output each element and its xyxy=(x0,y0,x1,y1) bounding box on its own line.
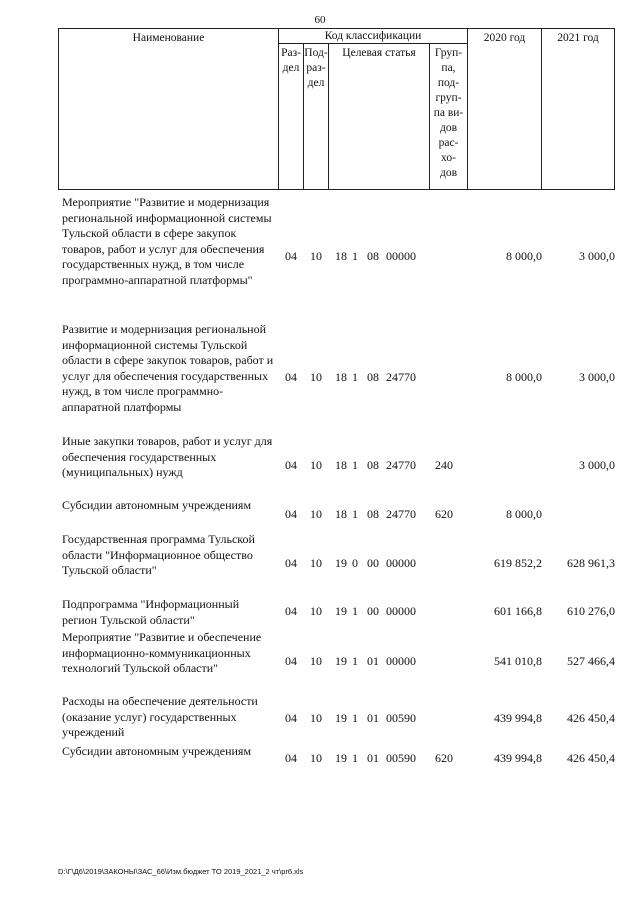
row-target-direction: 00000 xyxy=(386,556,416,570)
row-razdel: 04 xyxy=(285,556,297,570)
row-podrazdel: 10 xyxy=(310,654,322,668)
row-podrazdel: 10 xyxy=(310,249,322,263)
row-amount-2020: 8 000,0 xyxy=(506,507,542,521)
row-amount-2020: 8 000,0 xyxy=(506,249,542,263)
row-name: Мероприятие "Развитие и обеспечение информационно-коммуникационных технологий Тульской области" xyxy=(62,630,262,675)
header-razdel: Раз- дел xyxy=(278,43,304,190)
row-target-program: 18 xyxy=(335,249,347,263)
row-target-direction: 00000 xyxy=(386,604,416,618)
page-number: 60 xyxy=(314,14,326,26)
row-razdel: 04 xyxy=(285,507,297,521)
row-target-event: 00 xyxy=(367,556,379,570)
row-razdel: 04 xyxy=(285,249,297,263)
row-podrazdel: 10 xyxy=(310,711,322,725)
row-target-subprogram: 1 xyxy=(352,507,358,521)
row-target-subprogram: 1 xyxy=(352,370,358,384)
row-vid-rashodov: 620 xyxy=(435,751,453,765)
row-amount-2021: 3 000,0 xyxy=(579,249,615,263)
row-podrazdel: 10 xyxy=(310,507,322,521)
row-target-program: 18 xyxy=(335,507,347,521)
row-podrazdel: 10 xyxy=(310,751,322,765)
row-razdel: 04 xyxy=(285,370,297,384)
row-amount-2021: 426 450,4 xyxy=(567,711,615,725)
row-razdel: 04 xyxy=(285,751,297,765)
row-amount-2021: 527 466,4 xyxy=(567,654,615,668)
row-amount-2021: 426 450,4 xyxy=(567,751,615,765)
row-target-direction: 24770 xyxy=(386,370,416,384)
row-amount-2020: 8 000,0 xyxy=(506,370,542,384)
row-amount-2020: 619 852,2 xyxy=(494,556,542,570)
row-target-event: 08 xyxy=(367,249,379,263)
row-target-direction: 00590 xyxy=(386,711,416,725)
row-target-event: 01 xyxy=(367,751,379,765)
row-target-program: 19 xyxy=(335,556,347,570)
row-vid-rashodov: 240 xyxy=(435,458,453,472)
table-header xyxy=(58,28,615,190)
header-vid-rashodov: Груп- па, под- груп- па ви- дов рас- хо- дов xyxy=(429,43,468,190)
header-name: Наименование xyxy=(58,28,279,190)
row-name: Подпрограмма "Информационный регион Тульской области" xyxy=(62,597,240,627)
row-target-program: 19 xyxy=(335,751,347,765)
row-podrazdel: 10 xyxy=(310,604,322,618)
header-podrazdel: Под- раз- дел xyxy=(303,43,329,190)
row-razdel: 04 xyxy=(285,654,297,668)
row-target-event: 08 xyxy=(367,370,379,384)
row-vid-rashodov: 620 xyxy=(435,507,453,521)
row-amount-2020: 541 010,8 xyxy=(494,654,542,668)
row-target-direction: 00590 xyxy=(386,751,416,765)
row-target-direction: 24770 xyxy=(386,458,416,472)
row-name: Государственная программа Тульской области "Информационное общество Тульской области" xyxy=(62,532,255,577)
row-razdel: 04 xyxy=(285,458,297,472)
row-target-subprogram: 1 xyxy=(352,711,358,725)
row-target-subprogram: 1 xyxy=(352,751,358,765)
row-target-event: 01 xyxy=(367,711,379,725)
row-target-event: 08 xyxy=(367,507,379,521)
row-amount-2021: 3 000,0 xyxy=(579,370,615,384)
row-podrazdel: 10 xyxy=(310,370,322,384)
row-target-event: 01 xyxy=(367,654,379,668)
row-amount-2020: 439 994,8 xyxy=(494,751,542,765)
row-target-subprogram: 0 xyxy=(352,556,358,570)
row-target-event: 00 xyxy=(367,604,379,618)
row-target-subprogram: 1 xyxy=(352,654,358,668)
row-razdel: 04 xyxy=(285,711,297,725)
row-name: Расходы на обеспечение деятельности (оказание услуг) государственных учреждений xyxy=(62,694,258,739)
header-year-2021: 2021 год xyxy=(541,28,615,190)
row-amount-2020: 601 166,8 xyxy=(494,604,542,618)
row-target-event: 08 xyxy=(367,458,379,472)
row-amount-2021: 628 961,3 xyxy=(567,556,615,570)
header-tselevaya: Целевая статья xyxy=(328,43,430,190)
row-podrazdel: 10 xyxy=(310,556,322,570)
row-target-direction: 00000 xyxy=(386,249,416,263)
row-name: Развитие и модернизация региональной информационной системы Тульской области в сфере закупок товаров, работ и услуг для обеспечения государственных нужд, в том числе программно-аппаратной платформы xyxy=(62,322,274,414)
row-target-direction: 00000 xyxy=(386,654,416,668)
row-razdel: 04 xyxy=(285,604,297,618)
row-target-subprogram: 1 xyxy=(352,604,358,618)
row-amount-2021: 3 000,0 xyxy=(579,458,615,472)
row-podrazdel: 10 xyxy=(310,458,322,472)
row-name: Субсидии автономным учреждениям xyxy=(62,498,252,512)
row-target-program: 19 xyxy=(335,604,347,618)
row-name: Мероприятие "Развитие и модернизация региональной информационной системы Тульской области в сфере закупок товаров, работ и услуг для обеспечения государственных нужд, в том числе программно-аппаратной платформы" xyxy=(62,195,272,287)
row-target-program: 19 xyxy=(335,654,347,668)
file-path-footer: D:\Г\Д6\2019\ЗАКОНЫ\ЗАС_66\Изм.бюджет ТО 2019_2021_2 чт\pr6.xls xyxy=(58,867,304,876)
row-amount-2021: 610 276,0 xyxy=(567,604,615,618)
row-target-program: 18 xyxy=(335,370,347,384)
row-target-direction: 24770 xyxy=(386,507,416,521)
row-target-program: 18 xyxy=(335,458,347,472)
row-name: Иные закупки товаров, работ и услуг для обеспечения государственных (муниципальных) нужд xyxy=(62,434,273,479)
row-amount-2020: 439 994,8 xyxy=(494,711,542,725)
header-year-2020: 2020 год xyxy=(467,28,542,190)
row-target-subprogram: 1 xyxy=(352,249,358,263)
header-code-group: Код классификации xyxy=(278,28,468,44)
row-target-program: 19 xyxy=(335,711,347,725)
row-name: Субсидии автономным учреждениям xyxy=(62,744,252,758)
row-target-subprogram: 1 xyxy=(352,458,358,472)
